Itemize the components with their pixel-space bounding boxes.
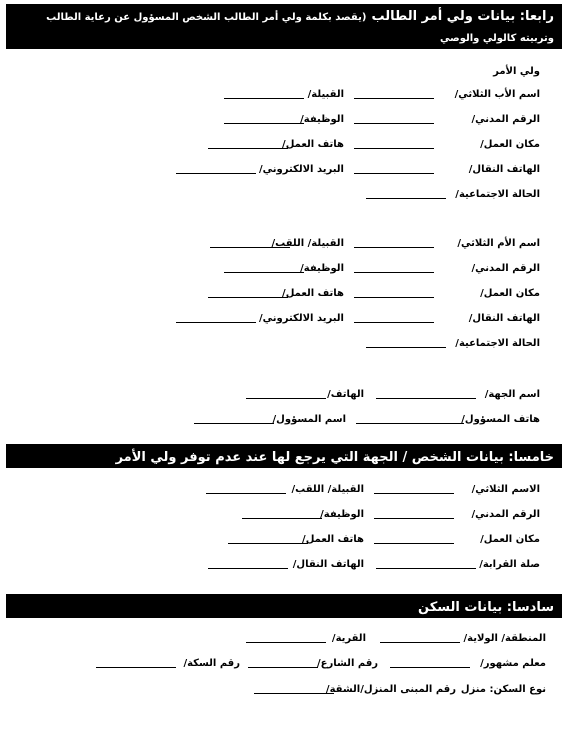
entity-name-row [10,388,556,404]
mother-name-label: اسم الأم الثلاثي/ [457,238,540,249]
father-workplace-field[interactable] [354,148,434,149]
mother-name-row [10,237,556,253]
sec6-landmark-field[interactable] [390,667,470,668]
sec6-landmark-row [10,657,556,673]
section-6-title: سادسا: بيانات السكن [418,600,554,615]
father-marital-field[interactable] [366,198,446,199]
sec6-building-field[interactable] [254,693,334,694]
mother-name-field[interactable] [354,247,434,248]
section-4-note-1: (يقصد بكلمة ولي أمر الطالب الشخص المسؤول عن رعاية الطالب وتربيته كالولي والوصي [46,12,554,44]
sec6-street-label: رقم الشارع/ [317,658,378,669]
mother-marital-field[interactable] [366,347,446,348]
sec5-mobile-label: الهاتف النقال/ [292,559,364,570]
mother-email-label: البريد الالكتروني/ [259,313,344,324]
father-mobile-label: الهاتف النقال/ [468,164,540,175]
sec5-civil-label: الرقم المدني/ [471,509,540,520]
mother-workplace-field[interactable] [354,297,434,298]
sec5-civil-row [10,508,556,524]
sec5-job-label: الوظيفة/ [320,509,364,520]
mother-job-field[interactable] [224,272,304,273]
section-4-header [6,4,562,62]
guardian-heading: ولي الأمر [493,66,540,77]
father-workphone-field[interactable] [208,148,288,149]
official-name-label: اسم المسؤول/ [272,414,346,425]
father-email-field[interactable] [176,173,256,174]
mother-work-row [10,287,556,303]
mother-workphone-label: هاتف العمل/ [282,288,344,299]
mother-mobile-row [10,312,556,328]
sec5-civil-field[interactable] [374,518,454,519]
entity-phone-field[interactable] [246,398,326,399]
mother-mobile-field[interactable] [354,322,434,323]
sec5-workplace-label: مكان العمل/ [480,534,540,545]
entity-name-field[interactable] [376,398,476,399]
section-4-title: رابعا: بيانات ولي أمر الطالب [371,9,554,24]
father-marital-row [10,188,556,204]
official-phone-field[interactable] [356,423,464,424]
mother-civil-row [10,262,556,278]
father-work-row [10,138,556,154]
sec5-name-row [10,483,556,499]
sec6-landmark-label: معلم مشهور/ [480,658,546,669]
father-mobile-row [10,163,556,179]
section-5-title: خامسا: بيانات الشخص / الجهة التي يرجع لها عند عدم توفر ولي الأمر [115,450,554,465]
father-marital-label: الحالة الاجتماعية/ [455,189,540,200]
entity-official-row [10,413,556,429]
mother-tribe-field[interactable] [210,247,290,248]
section-5-header [6,444,562,468]
section-4-note-2: والحاضن والجهات المنوطة بها الرعاية البديلة) [329,51,554,62]
father-workplace-label: مكان العمل/ [480,139,540,150]
father-job-label: الوظيفة/ [300,114,344,125]
sec5-mobile-field[interactable] [208,568,288,569]
mother-email-field[interactable] [176,322,256,323]
sec5-name-label: الاسم الثلاثي/ [471,484,540,495]
sec5-tribe-label: القبيلة/ اللقب/ [291,484,364,495]
father-civil-label: الرقم المدني/ [471,114,540,125]
sec6-street-field[interactable] [248,667,318,668]
sec5-name-field[interactable] [374,493,454,494]
father-name-field[interactable] [354,98,434,99]
sec5-workphone-label: هاتف العمل/ [302,534,364,545]
sec5-workphone-field[interactable] [228,543,308,544]
father-name-label: اسم الأب الثلاثي/ [454,89,540,100]
father-tribe-field[interactable] [224,98,304,99]
entity-phone-label: الهاتف/ [327,389,364,400]
sec5-relation-row [10,558,556,574]
father-tribe-label: القبيلة/ [307,89,344,100]
sec6-region-field[interactable] [380,642,460,643]
mother-workphone-field[interactable] [208,297,288,298]
mother-workplace-label: مكان العمل/ [480,288,540,299]
official-phone-label: هاتف المسؤول/ [461,414,540,425]
father-workphone-label: هاتف العمل/ [282,139,344,150]
sec5-workplace-field[interactable] [374,543,454,544]
sec5-relation-label: صلة القرابة/ [479,559,540,570]
mother-civil-label: الرقم المدني/ [471,263,540,274]
father-email-label: البريد الالكتروني/ [259,164,344,175]
sec6-region-label: المنطقة/ الولاية/ [463,633,546,644]
sec6-lane-field[interactable] [96,667,176,668]
sec6-housing-row [10,683,556,699]
sec6-village-label: القرية/ [331,633,366,644]
mother-marital-label: الحالة الاجتماعية/ [455,338,540,349]
sec6-village-field[interactable] [246,642,326,643]
sec6-building-label: رقم المبنى المنزل/الشقة/ [325,684,456,695]
sec6-housing-type-label: نوع السكن: منزل [460,684,546,695]
mother-civil-field[interactable] [354,272,434,273]
mother-job-label: الوظيفة/ [300,263,344,274]
sec5-job-field[interactable] [242,518,322,519]
sec6-region-row [10,632,556,648]
sec6-lane-label: رقم السكة/ [183,658,240,669]
father-civil-field[interactable] [354,123,434,124]
sec5-relation-field[interactable] [376,568,476,569]
father-civil-row [10,113,556,129]
sec5-work-row [10,533,556,549]
father-job-field[interactable] [224,123,304,124]
mother-marital-row [10,337,556,353]
entity-name-label: اسم الجهة/ [484,389,540,400]
mother-mobile-label: الهاتف النقال/ [468,313,540,324]
father-name-row [10,88,556,104]
father-mobile-field[interactable] [354,173,434,174]
mother-tribe-label: القبيلة/ اللقب/ [271,238,344,249]
sec5-tribe-field[interactable] [206,493,286,494]
section-6-header [6,594,562,618]
official-name-field[interactable] [194,423,274,424]
